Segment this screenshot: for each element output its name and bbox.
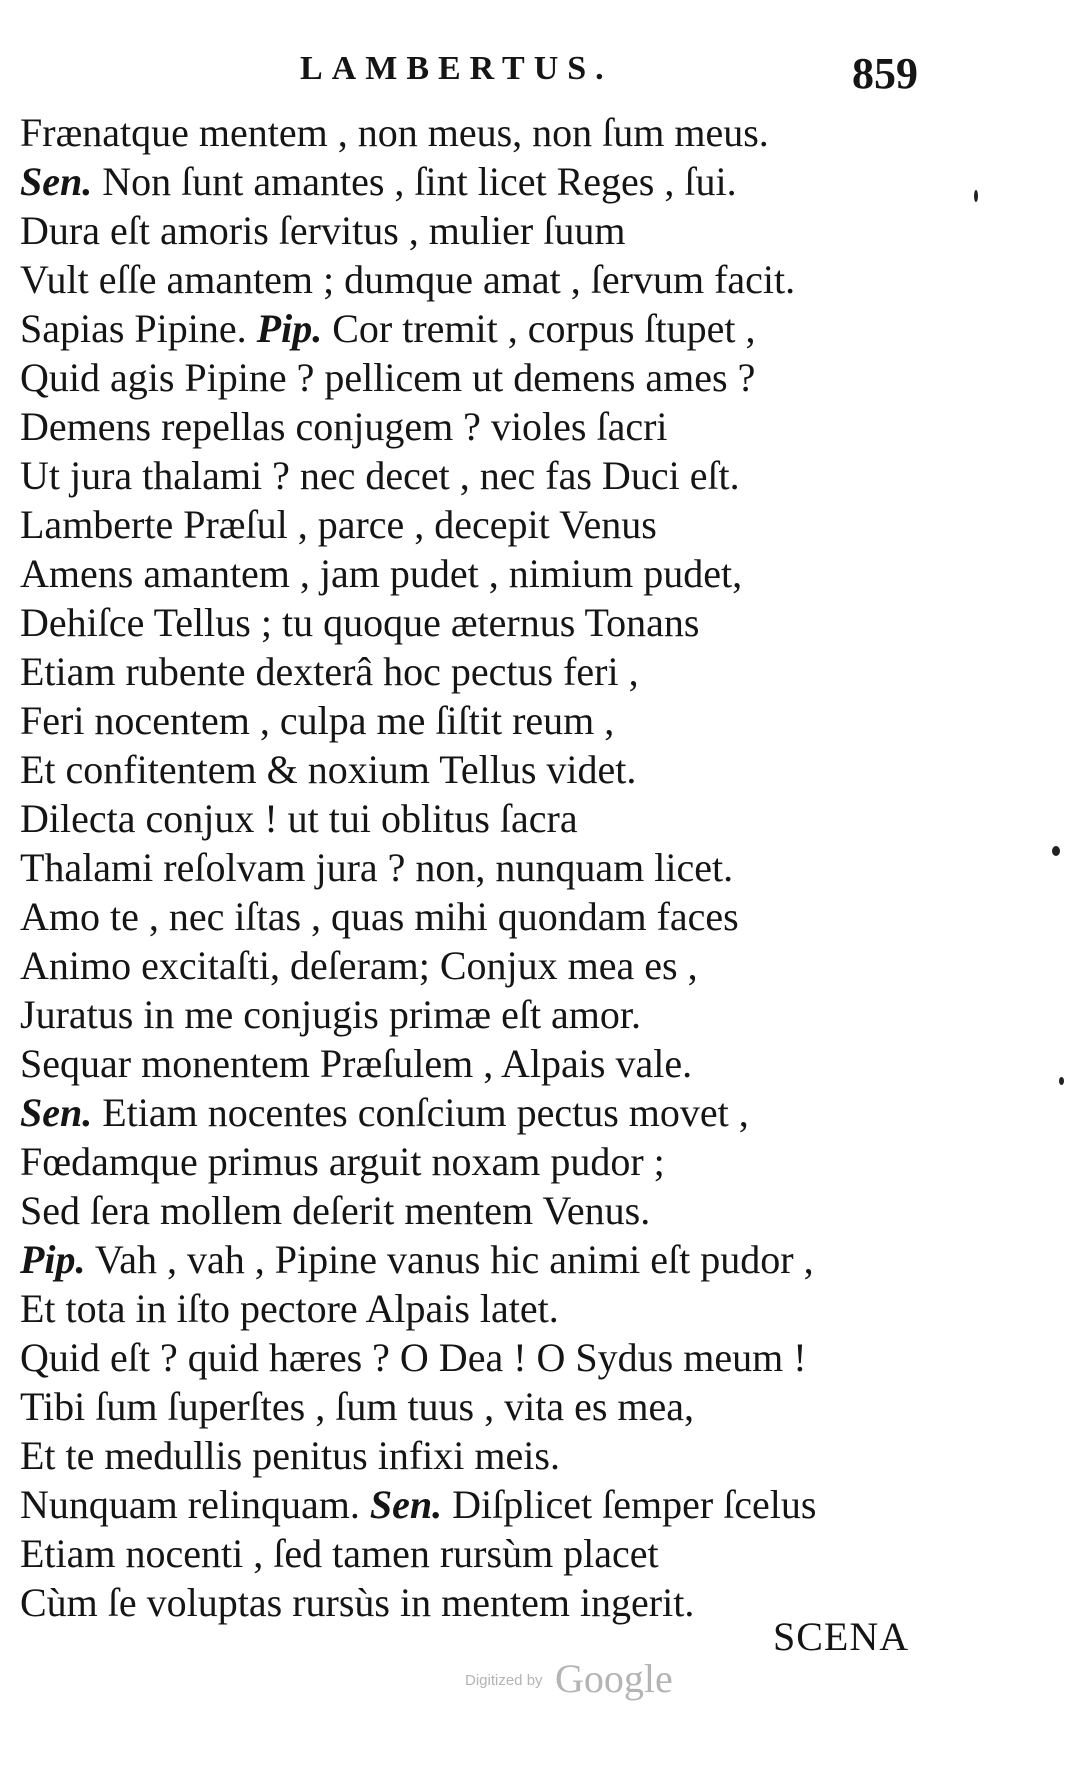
- speaker-label: Sen.: [369, 1482, 443, 1527]
- ink-speck: [1052, 846, 1060, 856]
- verse-line: Sapias Pipine. Pip. Cor tremit , corpus ſtupet ,: [20, 306, 756, 351]
- page-number: 859: [852, 49, 918, 98]
- verse-line: Dura eſt amoris ſervitus , mulier ſuum: [20, 208, 626, 253]
- verse-line: Et te medullis penitus infixi meis.: [20, 1433, 560, 1478]
- verse-line: Et confitentem & noxium Tellus videt.: [20, 747, 637, 792]
- verse-line: Etiam nocenti , ſed tamen rursùm placet: [20, 1531, 659, 1576]
- speaker-label: Pip.: [20, 1237, 86, 1282]
- speaker-label: Sen.: [20, 1090, 93, 1135]
- verse-line: Juratus in me conjugis primæ eſt amor.: [20, 992, 642, 1037]
- verse-line: Cùm ſe voluptas rursùs in mentem ingerit.: [20, 1580, 695, 1625]
- verse-line: Frænatque mentem , non meus, non ſum meus.: [20, 110, 769, 155]
- verse-line: Sen. Etiam nocentes conſcium pectus movet ,: [20, 1090, 749, 1135]
- verse-line: Tibi ſum ſuperſtes , ſum tuus , vita es mea,: [20, 1384, 695, 1429]
- verse-block: [20, 108, 1060, 1627]
- running-head: LAMBERTUS.: [300, 50, 613, 87]
- verse-line: Dilecta conjux ! ut tui oblitus ſacra: [20, 796, 578, 841]
- verse-line: Pip. Vah , vah , Pipine vanus hic animi eſt pudor ,: [20, 1237, 814, 1282]
- verse-line: Ut jura thalami ? nec decet , nec fas Duci eſt.: [20, 453, 740, 498]
- verse-line: Sed ſera mollem deſerit mentem Venus.: [20, 1188, 651, 1233]
- verse-line: Thalami reſolvam jura ? non, nunquam licet.: [20, 845, 734, 890]
- speaker-label: Sen.: [20, 159, 93, 204]
- verse-line: Quid agis Pipine ? pellicem ut demens ames ?: [20, 355, 756, 400]
- verse-line: Feri nocentem , culpa me ſiſtit reum ,: [20, 698, 615, 743]
- verse-line: Vult eſſe amantem ; dumque amat , ſervum facit.: [20, 257, 796, 302]
- verse-line: Demens repellas conjugem ? violes ſacri: [20, 404, 668, 449]
- verse-line: Amens amantem , jam pudet , nimium pudet,: [20, 551, 743, 596]
- verse-line: Animo excitaſti, deſeram; Conjux mea es ,: [20, 943, 698, 988]
- digitized-by-label: Digitized by: [465, 1672, 543, 1689]
- ink-speck: [974, 190, 978, 202]
- ink-speck: [1059, 1077, 1064, 1085]
- verse-line: Quid eſt ? quid hæres ? O Dea ! O Sydus meum !: [20, 1335, 807, 1380]
- verse-line: Amo te , nec iſtas , quas mihi quondam faces: [20, 894, 739, 939]
- verse-line: Et tota in iſto pectore Alpais latet.: [20, 1286, 559, 1331]
- catchword: SCENA: [773, 1614, 910, 1659]
- verse-line: Sequar monentem Præſulem , Alpais vale.: [20, 1041, 693, 1086]
- verse-line: Fœdamque primus arguit noxam pudor ;: [20, 1139, 665, 1184]
- verse-line: Lamberte Præſul , parce , decepit Venus: [20, 502, 657, 547]
- verse-line: Dehiſce Tellus ; tu quoque æternus Tonans: [20, 600, 700, 645]
- speaker-label: Pip.: [256, 306, 323, 351]
- verse-line: Nunquam relinquam. Sen. Diſplicet ſemper ſcelus: [20, 1482, 817, 1527]
- google-watermark: Google: [555, 1656, 673, 1701]
- verse-line: Etiam rubente dexterâ hoc pectus feri ,: [20, 649, 639, 694]
- verse-line: Sen. Non ſunt amantes , ſint licet Reges , ſui.: [20, 159, 737, 204]
